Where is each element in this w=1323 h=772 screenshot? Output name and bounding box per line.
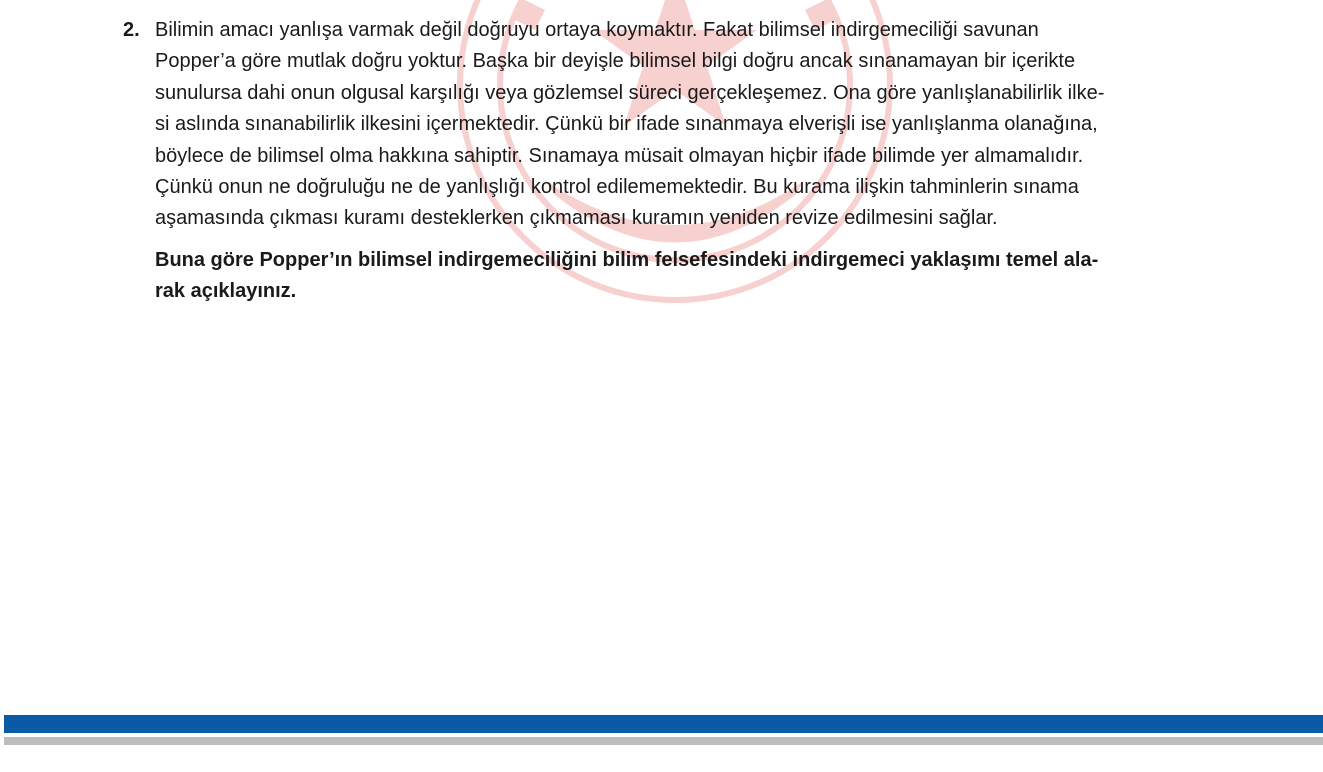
- footer-secondary-bar: [4, 737, 1323, 745]
- question-paragraph: [155, 15, 1213, 235]
- question-number: 2.: [123, 19, 140, 41]
- question-2: [123, 15, 1213, 308]
- paragraph-line: Çünkü onun ne doğruluğu ne de yanlışlığı kontrol edilememektedir. Bu kurama ilişkin tahminlerin sınama: [155, 176, 1079, 199]
- paragraph-line: Popper’a göre mutlak doğru yoktur. Başka bir deyişle bilimsel bilgi doğru ancak sınanamayan bir içerikte: [155, 50, 1076, 73]
- paragraph-line: böylece de bilimsel olma hakkına sahiptir. Sınamaya müsait olmayan hiçbir ifade bilimde yer almamalıdır.: [155, 144, 1084, 167]
- question-body: [155, 15, 1213, 308]
- paragraph-line: sunulursa dahi onun olgusal karşılığı veya gözlemsel süreci gerçekleşemez. Ona göre yanlışlanabilirlik ilke-: [155, 81, 1105, 104]
- prompt-line: rak açıklayınız.: [155, 280, 297, 303]
- prompt-line: Buna göre Popper’ın bilimsel indirgemeciliğini bilim felsefesindeki indirgemeci yaklaşımı temel ala-: [155, 248, 1099, 271]
- paragraph-line: aşamasında çıkması kuramı desteklerken çıkmaması kuramın yeniden revize edilmesini sağlar.: [155, 207, 998, 230]
- paragraph-line: si aslında sınanabilirlik ilkesini içermektedir. Çünkü bir ifade sınanmaya elverişli ise yanlışlanma olanağına,: [155, 113, 1098, 136]
- paragraph-line: Bilimin amacı yanlışa varmak değil doğruyu ortaya koymaktır. Fakat bilimsel indirgemeciliği savunan: [155, 19, 1039, 41]
- footer-primary-bar: [4, 715, 1323, 733]
- question-prompt: [155, 245, 1213, 308]
